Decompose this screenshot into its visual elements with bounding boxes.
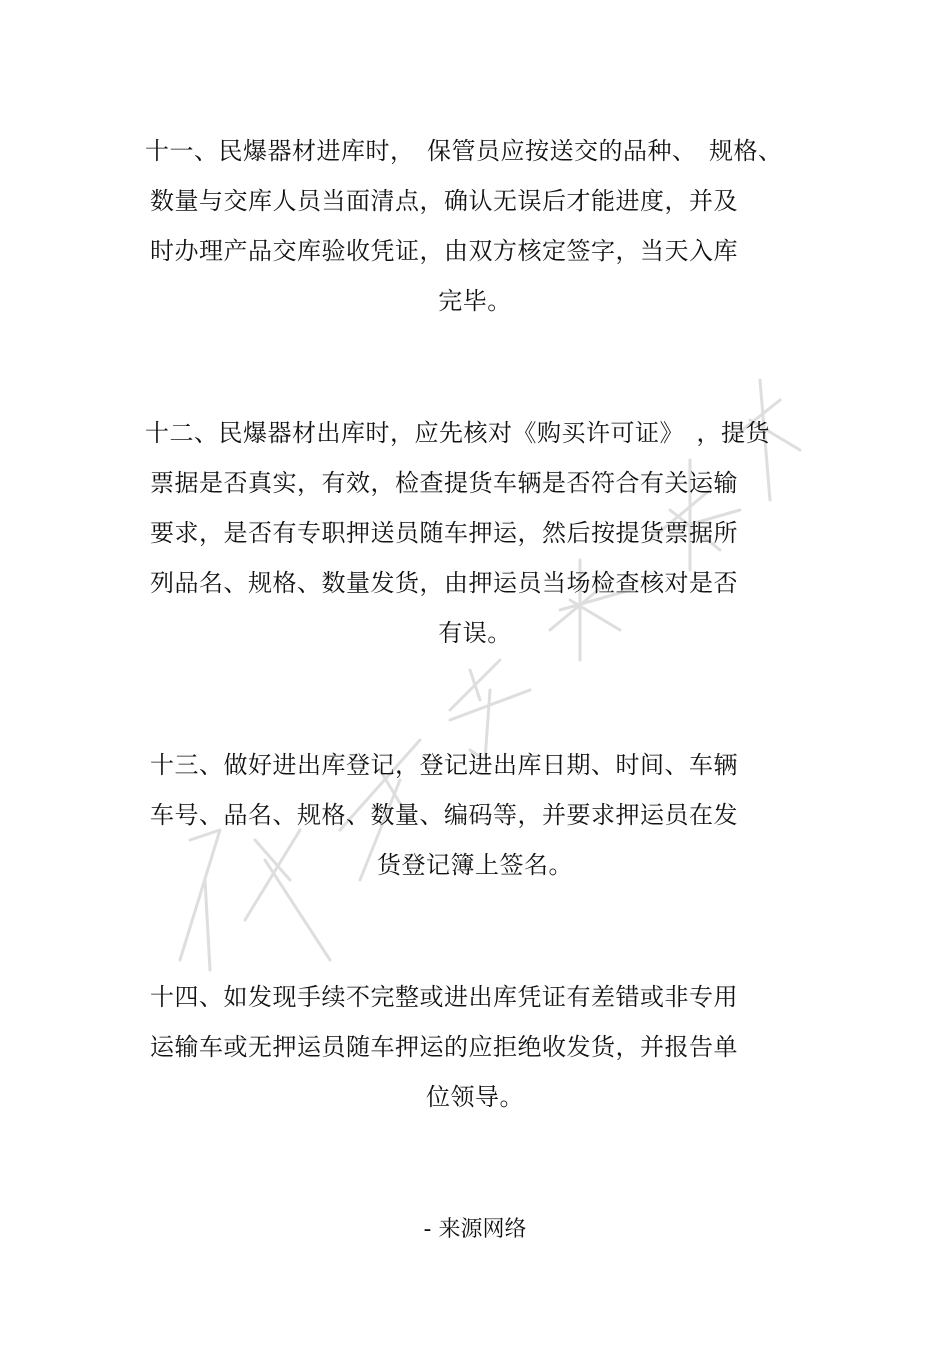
- paragraph-line: 列品名、规格、数量发货，由押运员当场检查核对是否: [150, 569, 738, 597]
- paragraph-line: 票据是否真实，有效，检查提货车辆是否符合有关运输: [150, 469, 738, 497]
- paragraph-line: 数量与交库人员当面清点，确认无误后才能进度，并及: [150, 187, 738, 215]
- paragraph-line: 完毕。: [438, 287, 512, 315]
- paragraph-line: 十三、做好进出库登记，登记进出库日期、时间、车辆: [150, 751, 738, 779]
- paragraph-line: 货登记簿上签名。: [377, 851, 573, 879]
- paragraph-line: 十二、民爆器材出库时，应先核对《购买许可证》 ，提货: [145, 419, 770, 447]
- paragraph-line: 有误。: [438, 619, 512, 647]
- paragraph-line: 十四、如发现手续不完整或进出库凭证有差错或非专用: [150, 983, 738, 1011]
- paragraph-line: 十一、民爆器材进库时， 保管员应按送交的品种、 规格、: [145, 137, 783, 165]
- paragraph-line: 时办理产品交库验收凭证，由双方核定签字，当天入库: [150, 237, 738, 265]
- paragraph-line: 位领导。: [426, 1083, 524, 1111]
- paragraph-line: 车号、品名、规格、数量、编码等，并要求押运员在发: [150, 801, 738, 829]
- watermark: [150, 360, 830, 980]
- footer-source: - 来源网络: [423, 1217, 527, 1242]
- paragraph-line: 要求，是否有专职押送员随车押运，然后按提货票据所: [150, 519, 738, 547]
- paragraph-line: 运输车或无押运员随车押运的应拒绝收发货，并报告单: [150, 1033, 738, 1061]
